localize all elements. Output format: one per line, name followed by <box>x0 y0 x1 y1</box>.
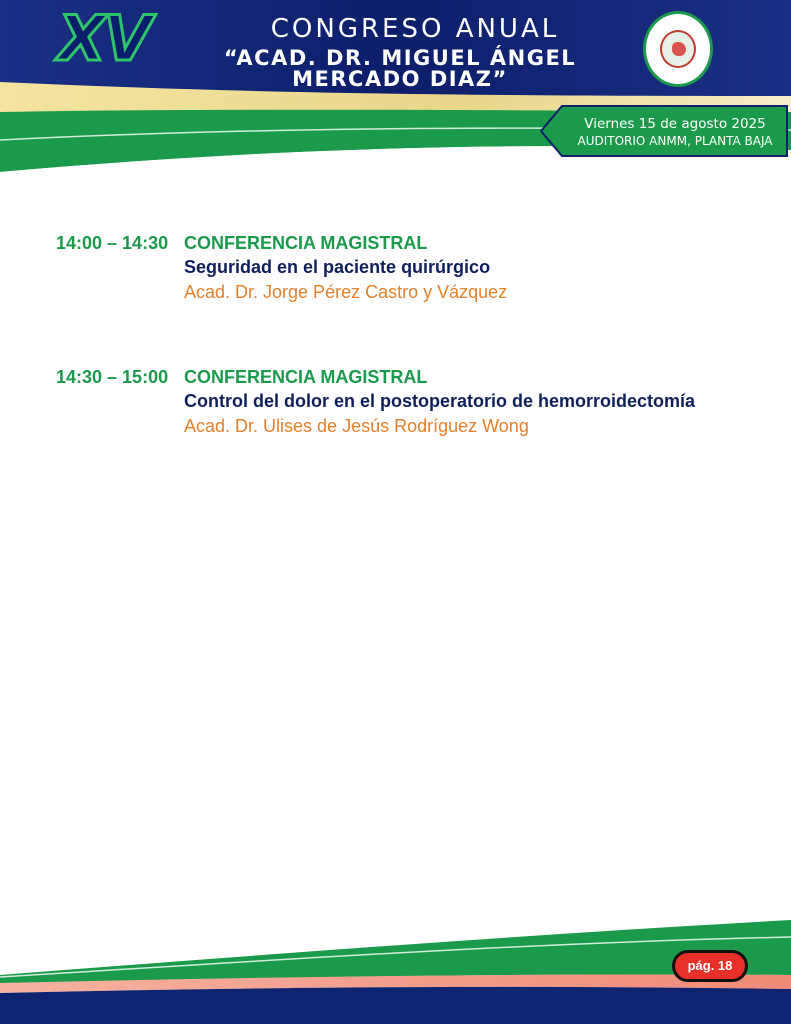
seal-emblem <box>660 30 696 68</box>
edition-numeral: XV <box>58 2 150 75</box>
session-title: Control del dolor en el postoperatorio de hemorroidectomía <box>184 391 696 411</box>
session-type: CONFERENCIA MAGISTRAL <box>184 367 428 387</box>
session-title: Seguridad en el paciente quirúrgico <box>184 257 491 277</box>
event-date: Viernes 15 de agosto 2025 <box>584 116 766 132</box>
session-time: 14:30 – 15:00 <box>56 367 169 387</box>
session-time: 14:00 – 14:30 <box>56 233 169 253</box>
session-speaker: Acad. Dr. Jorge Pérez Castro y Vázquez <box>184 282 508 302</box>
page-number-badge: pág. 18 <box>672 950 748 982</box>
organ-icon <box>672 42 686 56</box>
header-banner <box>0 0 791 180</box>
congress-subtitle: “ACAD. DR. MIGUEL ÁNGEL MERCADO DIAZ” <box>223 46 577 91</box>
congress-title: CONGRESO ANUAL <box>270 14 560 44</box>
date-location-tag <box>540 105 788 157</box>
association-seal-logo <box>643 11 713 87</box>
session-type: CONFERENCIA MAGISTRAL <box>184 233 428 253</box>
event-location: AUDITORIO ANMM, PLANTA BAJA <box>577 134 773 148</box>
session-speaker: Acad. Dr. Ulises de Jesús Rodríguez Wong <box>184 416 529 436</box>
